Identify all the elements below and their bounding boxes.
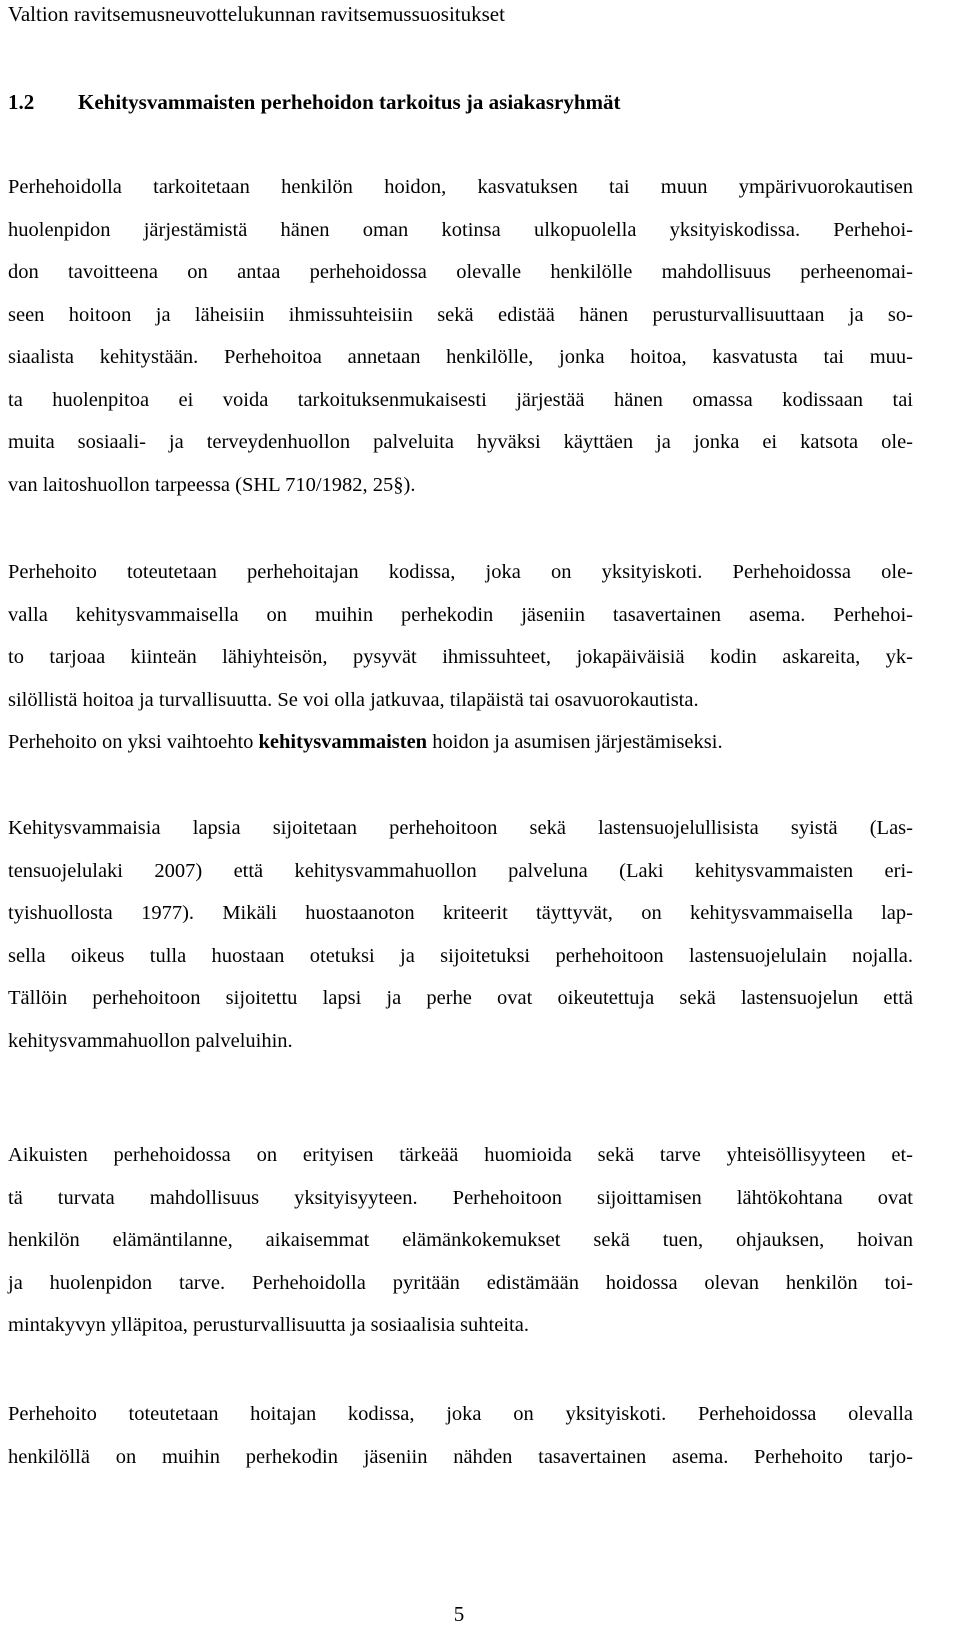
text-line: ja huolenpidon tarve. Perhehoidolla pyritään edistämään hoidossa olevan henkilön toi-	[8, 1271, 913, 1294]
text-line: Kehitysvammaisia lapsia sijoitetaan perhehoitoon sekä lastensuojelullisista syistä (Las-	[8, 817, 913, 839]
text-line: van laitoshuollon tarpeessa (SHL 710/1982, 25§).	[8, 473, 416, 496]
text-line: to tarjoaa kiinteän lähiyhteisön, pysyvät ihmissuhteet, jokapäiväisiä kodin askareita, yk-	[8, 646, 913, 668]
text-line: huolenpidon järjestämistä hänen oman kotinsa ulkopuolella yksityiskodissa. Perhehoi-	[8, 218, 913, 241]
text-line: Perhehoito toteutetaan hoitajan kodissa, joka on yksityiskoti. Perhehoidossa olevalla	[8, 1403, 913, 1425]
text-line: tä turvata mahdollisuus yksityisyyteen. Perhehoitoon sijoittamisen lähtökohtana ovat	[8, 1186, 913, 1209]
paragraph-2	[8, 551, 913, 764]
bold-term: kehitysvammaisten	[258, 731, 428, 753]
running-header: Valtion ravitsemusneuvottelukunnan ravitsemussuositukset	[8, 2, 505, 26]
text-line: sella oikeus tulla huostaan otetuksi ja sijoitetuksi perhehoitoon lastensuojelulain nojalla.	[8, 944, 913, 967]
paragraph-4	[8, 1134, 913, 1347]
page-number: 5	[453, 1602, 465, 1626]
text-line-with-bold	[8, 721, 913, 764]
text-run: hoidon ja asumisen järjestämiseksi.	[427, 731, 723, 753]
text-line: Perhehoidolla tarkoitetaan henkilön hoidon, kasvatuksen tai muun ympärivuorokautisen	[8, 176, 913, 198]
paragraph-3	[8, 807, 913, 1062]
text-line: tensuojelulaki 2007) että kehitysvammahuollon palveluna (Laki kehitysvammaisten eri-	[8, 859, 913, 882]
text-line: Tällöin perhehoitoon sijoitettu lapsi ja perhe ovat oikeutettuja sekä lastensuojelun että	[8, 987, 913, 1009]
section-title: Kehitysvammaisten perhehoidon tarkoitus ja asiakasryhmät	[78, 90, 621, 114]
text-line: silöllistä hoitoa ja turvallisuutta. Se voi olla jatkuvaa, tilapäistä tai osavuorokautista.	[8, 688, 699, 711]
text-line: Perhehoito toteutetaan perhehoitajan kodissa, joka on yksityiskoti. Perhehoidossa ole-	[8, 561, 913, 583]
section-number: 1.2	[8, 90, 35, 114]
paragraph-1	[8, 166, 913, 506]
section-heading	[8, 88, 621, 116]
text-line: mintakyvyn ylläpitoa, perusturvallisuutta ja sosiaalisia suhteita.	[8, 1314, 529, 1336]
text-line: valla kehitysvammaisella on muihin perhekodin jäseniin tasavertainen asema. Perhehoi-	[8, 603, 913, 626]
text-line: kehitysvammahuollon palveluihin.	[8, 1029, 293, 1052]
text-line: don tavoitteena on antaa perhehoidossa olevalle henkilölle mahdollisuus perheenomai-	[8, 261, 913, 283]
text-run: Perhehoito on yksi vaihtoehto	[8, 731, 259, 753]
paragraph-5	[8, 1393, 913, 1478]
text-line: muita sosiaali- ja terveydenhuollon palveluita hyväksi käyttäen ja jonka ei katsota ole-	[8, 431, 913, 453]
text-line: seen hoitoon ja läheisiin ihmissuhteisiin sekä edistää hänen perusturvallisuuttaan ja so-	[8, 303, 913, 326]
text-line: siaalista kehitystään. Perhehoitoa annetaan henkilölle, jonka hoitoa, kasvatusta tai muu-	[8, 346, 913, 368]
text-line: henkilöllä on muihin perhekodin jäseniin nähden tasavertainen asema. Perhehoito tarjo-	[8, 1445, 913, 1468]
text-line: Aikuisten perhehoidossa on erityisen tärkeää huomioida sekä tarve yhteisöllisyyteen et-	[8, 1144, 913, 1166]
text-line: henkilön elämäntilanne, aikaisemmat elämänkokemukset sekä tuen, ohjauksen, hoivan	[8, 1229, 913, 1251]
text-line: tyishuollosta 1977). Mikäli huostaanoton kriteerit täyttyvät, on kehitysvammaisella lap-	[8, 902, 913, 924]
text-line: ta huolenpitoa ei voida tarkoituksenmukaisesti järjestää hänen omassa kodissaan tai	[8, 388, 913, 411]
